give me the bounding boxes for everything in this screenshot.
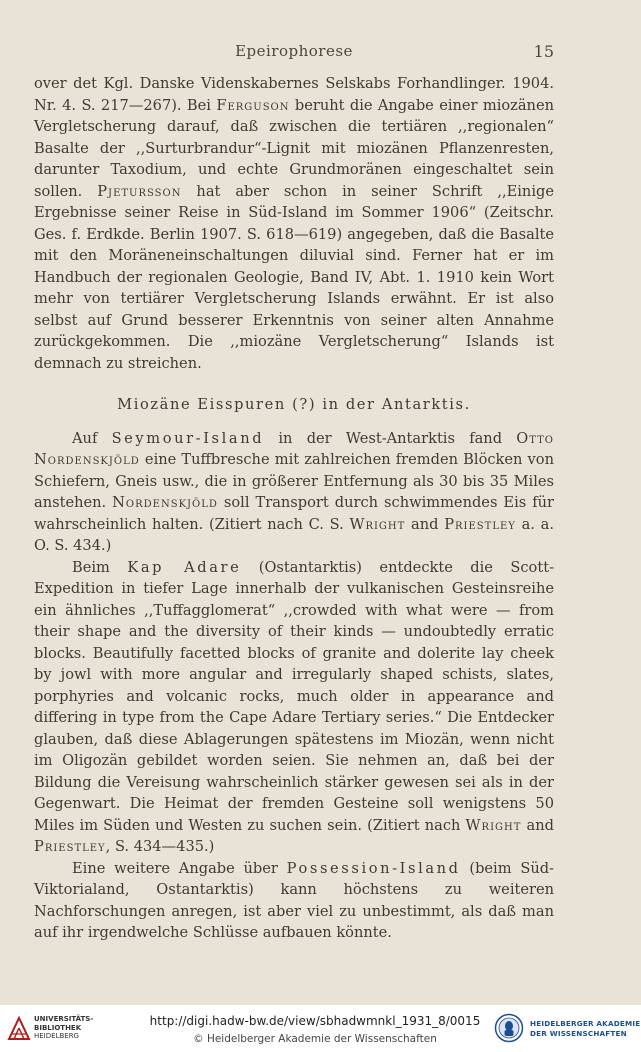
text-run: over det Kgl. Danske Videnskabernes Selskabs Forhandlinger. 1904. Nr. 4. S. 217—267). Bei	[34, 75, 554, 114]
body-text	[34, 73, 554, 944]
text-run: and	[521, 816, 554, 834]
running-header	[34, 42, 554, 66]
text-run: beruht die Angabe einer miozänen Vergletscherung darauf, daß zwischen die tertiären ,,regionalen“ Basalte der ,,Surturbrandur“-Lignit mit miozänen Pflanzenresten, darunter Taxodium, und echte Grundmoränen eingeschaltet sein sollen.	[34, 96, 554, 200]
text-run: Beim	[72, 558, 128, 576]
author-name: Pjetursson	[97, 182, 182, 200]
text-run: hat aber schon in seiner Schrift ,,Einige Ergebnisse seiner Reise in Süd-Island im Sommer 1906“ (Zeitschr. Ges. f. Erdkde. Berlin 1907. S. 618—619) angegeben, daß die Basalte mit den Moräneneinschaltungen diluvial sind. Ferner hat er im Handbuch der regionalen Geologie, Band IV, Abt. 1. 1910 kein Wort mehr von tertiärer Vergletscherung Islands erwähnt. Er ist also selbst auf Grund besserer Erkenntnis von seiner alten Annahme zurückgekommen. Die ,,miozäne Vergletscherung“ Islands ist demnach zu streichen.	[34, 182, 554, 372]
body-paragraph	[34, 858, 554, 944]
author-name: Wright	[465, 816, 522, 834]
author-name: Otto Nordenskjöld	[34, 429, 554, 468]
spaced-term: Kap Adare	[127, 558, 242, 576]
univ-line1: UNIVERSITÄTS-	[34, 1015, 94, 1023]
footer-bar	[0, 1005, 641, 1052]
text-run: a. a. O. S. 434.)	[34, 515, 554, 554]
text-run: Eine weitere Angabe über	[72, 859, 287, 877]
running-title: Epeirophorese	[235, 42, 353, 60]
text-run: Auf	[72, 429, 112, 447]
text-run: eine Tuffbresche mit zahlreichen fremden Blöcken von Schiefern, Gneis usw., die in größerer Entfernung als 30 bis 35 Miles anstehen.	[34, 451, 554, 511]
text-run: (Ostantarktis) entdeckte die Scott-Expedition in tiefer Lage innerhalb der vulkanischen Gesteinsreihe ein ähnliches ,,Tuffagglomerat“ ,,crowded with what were — from their shape and the diversity of their kinds — undoubtedly erratic blocks. Beautifully facetted blocks of granite and dolerite lay cheek by jowl with more angular and irregularly shaped schists, slates, porphyries and volcanic rocks, much older in appearance and differing in type from the Cape Adare Tertiary series.“ Die Entdecker glauben, daß diese Ablagerungen spätestens im Miozän, wenn nicht im Oligozän gebildet worden seien. Sie nehmen an, daß bei der Bildung die Vereisung wahrscheinlich stärker gewesen sei als in der Gegenwart. Die Heimat der fremden Gesteine soll wenigstens 50 Miles im Süden und Westen zu suchen sein. (Zitiert nach	[34, 558, 554, 834]
body-paragraph	[34, 73, 554, 374]
text-run: soll Transport durch schwimmendes Eis für wahrscheinlich halten. (Zitiert nach C. S.	[34, 494, 554, 533]
author-name: Priestley	[34, 838, 106, 855]
author-name: Wright	[349, 515, 406, 533]
body-paragraph	[34, 428, 554, 557]
text-run: (beim Süd-Viktorialand, Ostantarktis) kann höchstens zu weiteren Nachforschungen anregen, ist aber viel zu unbestimmt, als daß man auf ihr irgendwelche Schlüsse aufbauen könnte.	[34, 859, 554, 941]
spaced-term: Possession-Island	[286, 859, 461, 877]
university-library-label	[34, 1015, 124, 1041]
author-name: Nordenskjöld	[112, 494, 218, 511]
copyright-notice: © Heidelberger Akademie der Wissenschaften	[193, 1033, 437, 1045]
page-number: 15	[533, 42, 554, 61]
text-run: and	[405, 515, 445, 533]
univ-line2: BIBLIOTHEK	[34, 1023, 82, 1032]
spaced-term: Seymour-Island	[111, 429, 265, 447]
text-run: Miozäne Eisspuren (?) in der Antarktis.	[117, 396, 471, 413]
univ-line3: HEIDELBERG	[34, 1032, 79, 1040]
author-name: Priestley	[444, 515, 516, 533]
text-run: in der West-Antarktis fand	[264, 429, 517, 447]
academy-seal-icon	[494, 1013, 524, 1043]
section-heading	[34, 394, 554, 416]
academy-line1: HEIDELBERGER AKADEMIE	[530, 1019, 641, 1028]
author-name: Ferguson	[216, 96, 290, 114]
body-paragraph	[34, 557, 554, 858]
university-library-icon	[6, 1015, 32, 1041]
permalink-url[interactable]: http://digi.hadw-bw.de/view/sbhadwmnkl_1931_8/0015	[149, 1014, 481, 1028]
academy-label	[530, 1019, 640, 1038]
text-run: , S. 434—435.)	[105, 838, 215, 855]
academy-line2: DER WISSENSCHAFTEN	[530, 1028, 627, 1038]
